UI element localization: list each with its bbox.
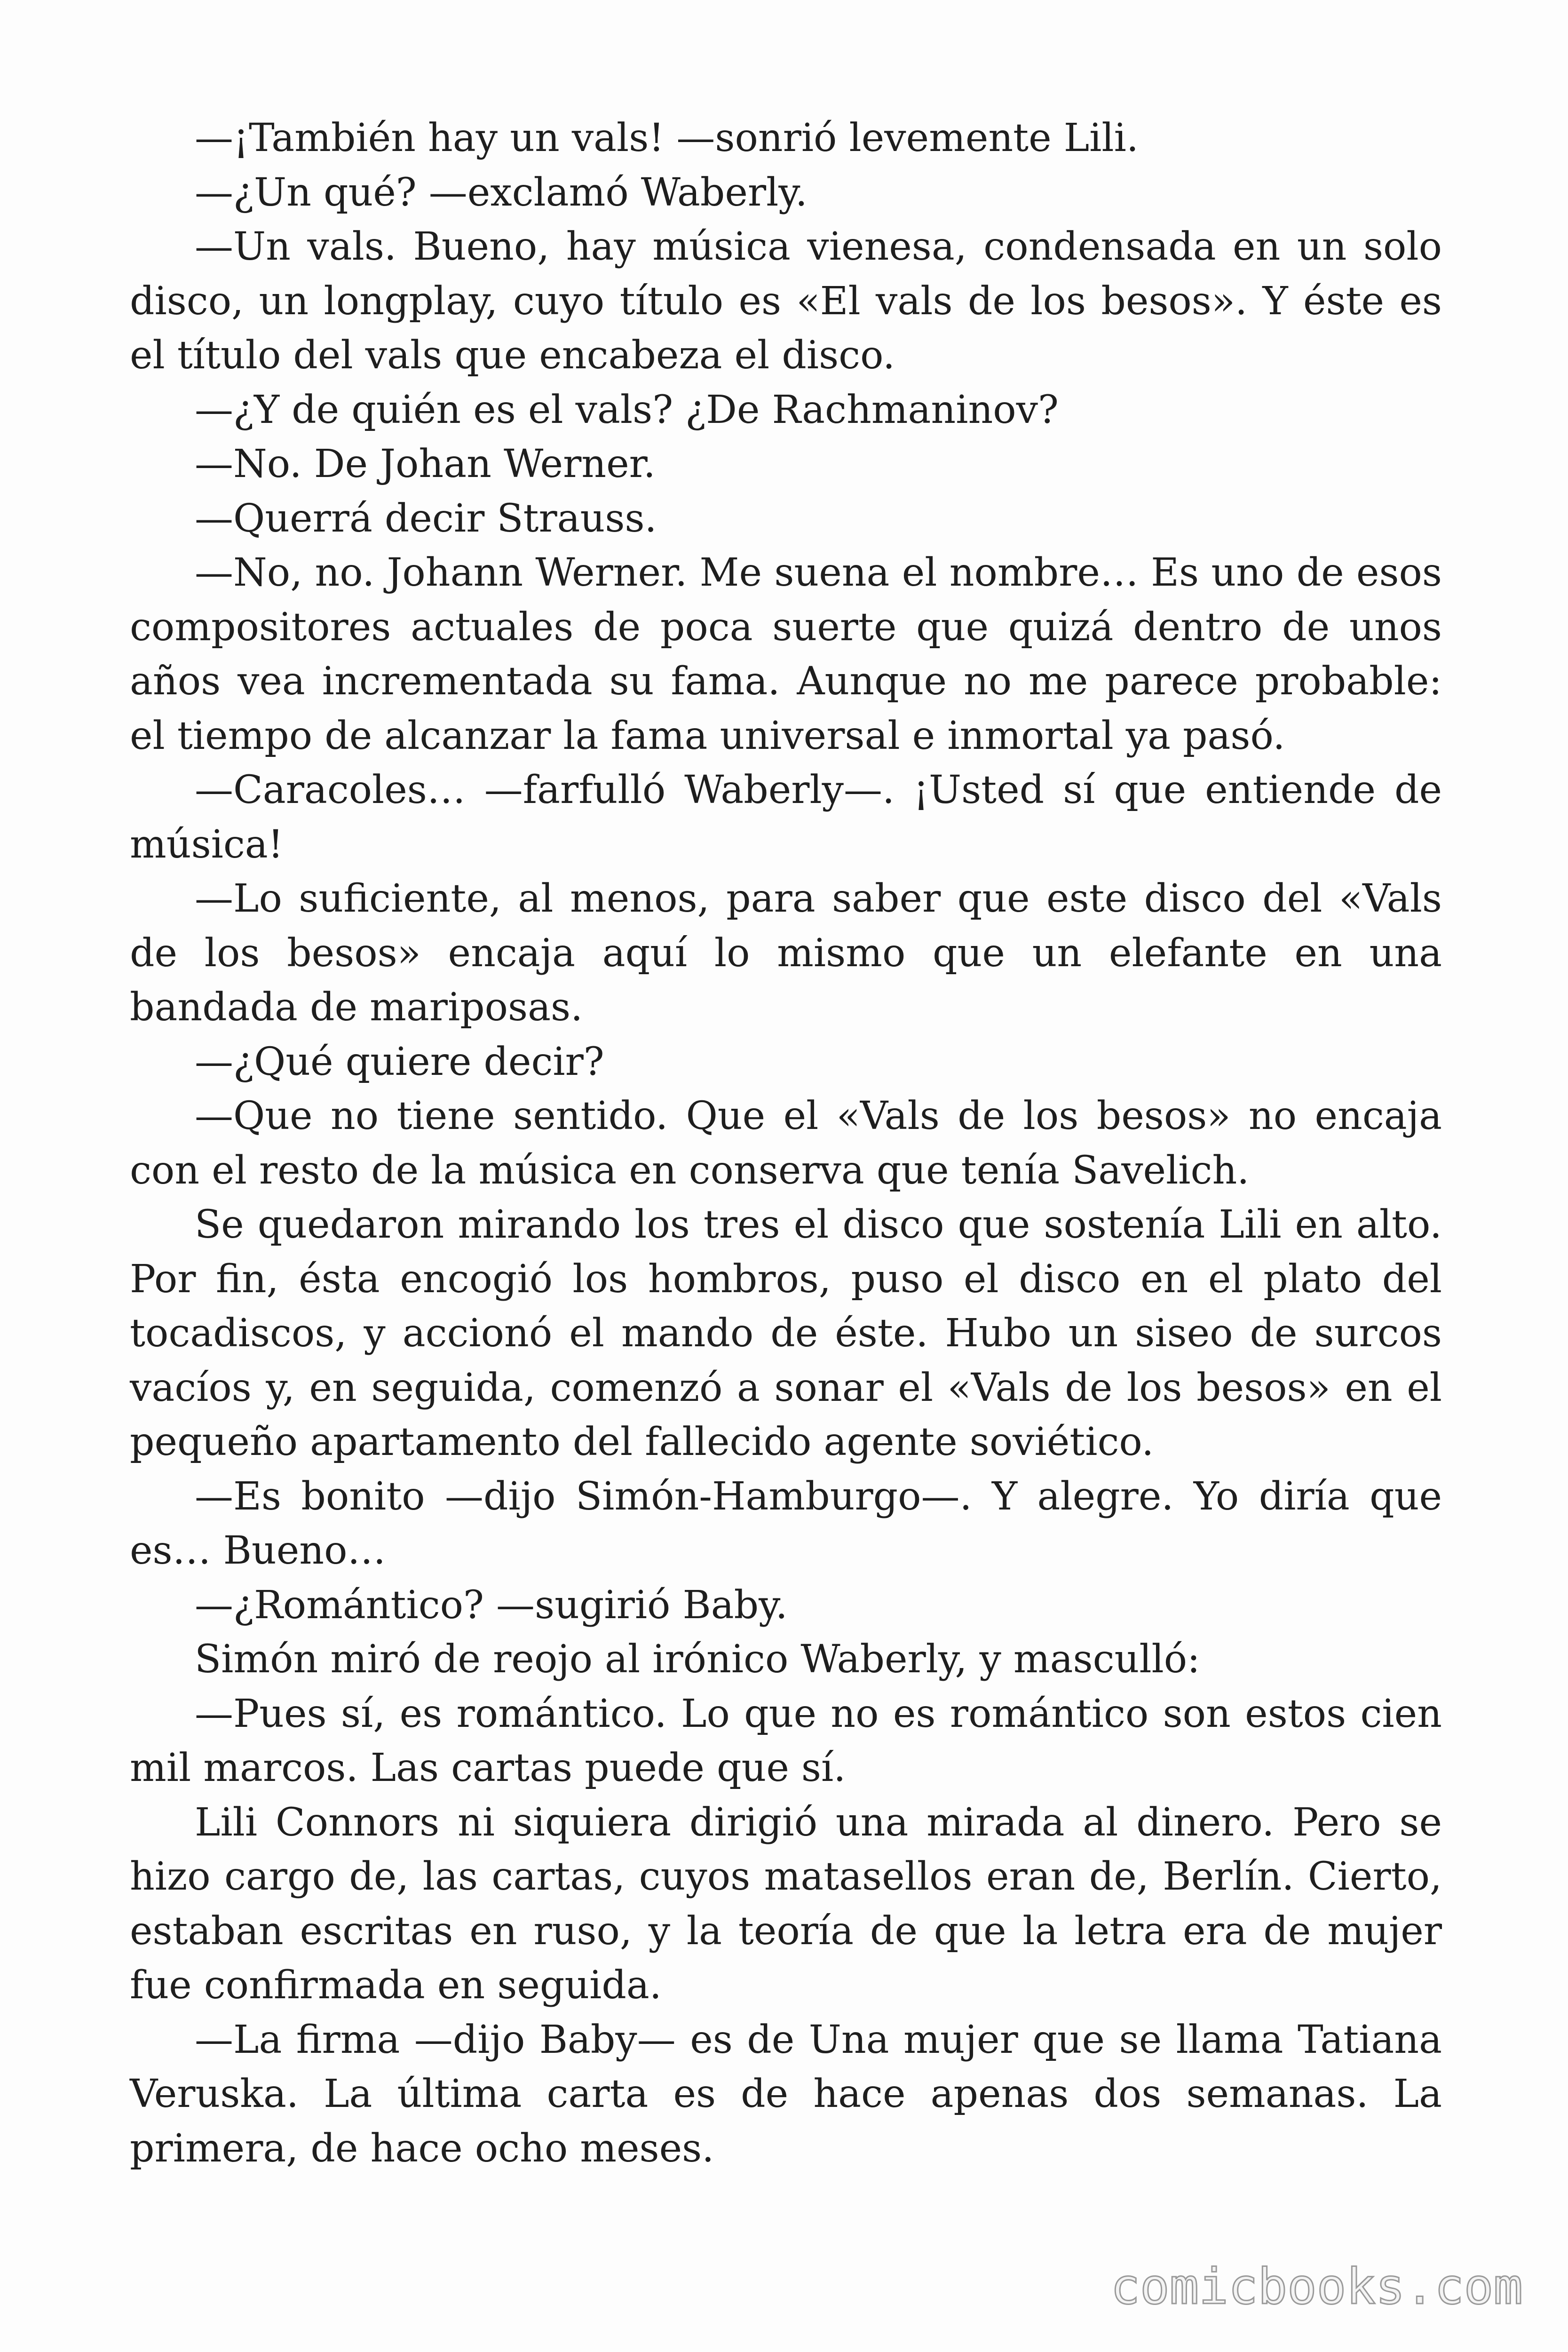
- paragraph: —Es bonito —dijo Simón-Hamburgo—. Y alegre. Yo diría que es… Bueno…: [130, 1474, 1442, 1573]
- paragraph: —Pues sí, es romántico. Lo que no es romántico son estos cien mil marcos. Las cartas puede que sí.: [130, 1691, 1442, 1790]
- paragraph: —¿Y de quién es el vals? ¿De Rachmaninov?: [195, 387, 1059, 432]
- paragraph: —¿Un qué? —exclamó Waberly.: [195, 170, 808, 215]
- paragraph: —¡También hay un vals! —sonrió levemente Lili.: [195, 116, 1139, 160]
- paragraph: Lili Connors ni siquiera dirigió una mirada al dinero. Pero se hizo cargo de, las cartas, cuyos matasellos eran de, Berlín. Cierto, estaban escritas en ruso, y la teoría de que la letra era de mujer fue confirmada en seguida.: [130, 1800, 1442, 2008]
- paragraph: —Lo suficiente, al menos, para saber que este disco del «Vals de los besos» encaja aquí lo mismo que un elefante en una bandada de mariposas.: [130, 876, 1442, 1030]
- paragraph: —No, no. Johann Werner. Me suena el nombre… Es uno de esos compositores actuales de poca suerte que quizá dentro de unos años vea incrementada su fama. Aunque no me parece probable: el tiempo de alcanzar la fama universal e inmortal ya pasó.: [130, 550, 1442, 758]
- paragraph: —Caracoles… —farfulló Waberly—. ¡Usted sí que entiende de música!: [130, 768, 1442, 867]
- body-text: [130, 111, 1442, 2176]
- paragraph: —La firma —dijo Baby— es de Una mujer que se llama Tatiana Veruska. La última carta es de hace apenas dos semanas. La primera, de hace ocho meses.: [130, 2017, 1442, 2171]
- paragraph: —¿Qué quiere decir?: [195, 1039, 604, 1084]
- paragraph: —Que no tiene sentido. Que el «Vals de los besos» no encaja con el resto de la música en conserva que tenía Savelich.: [130, 1094, 1442, 1193]
- paragraph: Se quedaron mirando los tres el disco que sostenía Lili en alto. Por fin, ésta encogió los hombros, puso el disco en el plato del tocadiscos, y accionó el mando de éste. Hubo un siseo de surcos vacíos y, en seguida, comenzó a sonar el «Vals de los besos» en el pequeño apartamento del fallecido agente soviético.: [130, 1202, 1442, 1464]
- paragraph: —No. De Johan Werner.: [195, 442, 656, 486]
- watermark: comicbooks.com: [1110, 2258, 1523, 2315]
- paragraph: —¿Romántico? —sugirió Baby.: [195, 1582, 788, 1628]
- paragraph: —Un vals. Bueno, hay música vienesa, condensada en un solo disco, un longplay, cuyo título es «El vals de los besos». Y éste es el título del vals que encabeza el disco.: [130, 224, 1442, 378]
- paragraph: Simón miró de reojo al irónico Waberly, y masculló:: [195, 1637, 1200, 1682]
- paragraph: —Querrá decir Strauss.: [195, 496, 657, 541]
